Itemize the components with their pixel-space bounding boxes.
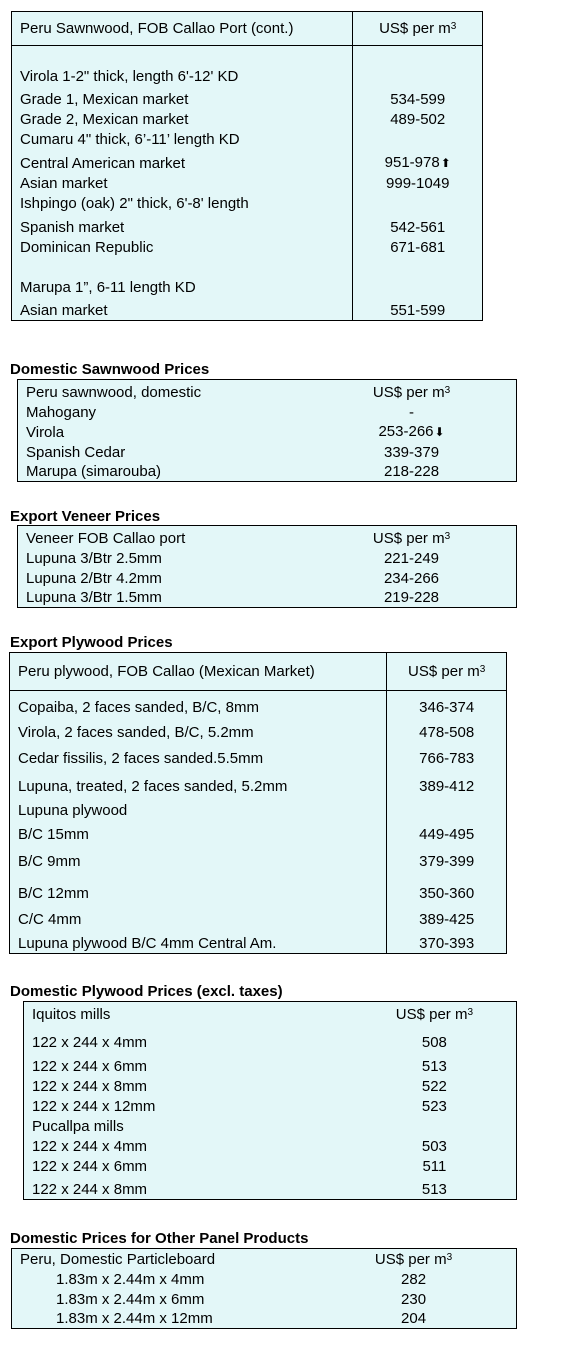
row-product [12,257,353,277]
row-product: Pucallpa mills [32,1117,124,1135]
price-value: 513 [421,1057,447,1075]
price-value: 951-978 [384,153,440,171]
table-row [10,844,507,871]
row-product: 1.83m x 2.44m x 4mm [56,1270,205,1288]
table-row [18,422,517,442]
row-price [353,1076,517,1096]
row-product: 122 x 244 x 8mm [32,1181,148,1198]
row-product: Marupa 1”, 6-11 length KD [12,277,353,297]
row-price [307,548,516,568]
price-value: 551-599 [390,302,446,319]
peru-sawnwood-table [11,11,483,321]
table-row [12,277,483,297]
row-product: Lupuna 3/Btr 1.5mm [26,589,162,606]
header-product: Iquitos mills [32,1005,111,1023]
table-row [18,548,517,568]
price-value: 379-399 [419,852,475,870]
row-product: Spanish Cedar [26,443,126,461]
row-price [353,1156,517,1176]
table-row [10,717,507,742]
row-product: Grade 1, Mexican market [12,86,353,109]
row-price [387,871,507,903]
price-value: 449-495 [419,825,475,843]
domestic-plywood-table [23,1001,517,1200]
row-product [12,46,353,66]
header-product: Peru Sawnwood, FOB Callao Port (cont.) [12,12,353,46]
row-product: Central American market [12,149,353,173]
row-price [353,1116,517,1136]
row-price [353,237,483,257]
table-row [12,193,483,213]
row-price [387,691,507,717]
price-value: 219-228 [383,589,440,606]
price-value: 282 [401,1270,427,1288]
row-product: Cedar fissilis, 2 faces sanded.5.5mm [10,742,387,768]
row-price [387,929,507,954]
row-price [387,903,507,929]
row-price [353,1052,517,1076]
price-value: 671-681 [390,238,446,256]
row-product: Asian market [12,297,353,321]
table-row [10,871,507,903]
table-row [12,213,483,237]
price-value: 253-266 [378,422,434,440]
section-title-export-veneer: Export Veneer Prices [10,508,161,525]
price-value: - [409,403,415,421]
row-price [311,1289,516,1309]
table-row [18,462,517,482]
section-title-domestic-plywood: Domestic Plywood Prices (excl. taxes) [10,983,283,1000]
price-value: 370-393 [419,935,475,952]
section-title-other-panels: Domestic Prices for Other Panel Products [10,1230,309,1247]
row-product: Spanish market [12,213,353,237]
row-product: 122 x 244 x 8mm [32,1077,148,1095]
row-price [353,86,483,109]
price-value: 522 [421,1077,447,1095]
domestic-sawnwood-table [17,379,517,482]
table-row [12,66,483,86]
arrow-up-icon: ⬆ [440,155,451,170]
table-row [12,1309,517,1329]
table-row [10,742,507,768]
row-product: Lupuna 3/Btr 2.5mm [26,549,162,567]
price-value: 513 [421,1181,447,1198]
row-price [307,422,516,442]
price-value: 534-599 [390,90,446,108]
row-price [353,1136,517,1156]
table-row [18,402,517,422]
table-row [10,796,507,820]
row-product: Dominican Republic [12,237,353,257]
header-unit: US$ per $m^3$ [372,383,451,401]
table-row [24,1136,517,1156]
row-product: 1.83m x 2.44m x 6mm [56,1290,205,1308]
header-unit: US$ per $m^3$ [374,1250,453,1268]
row-product: Lupuna plywood [10,796,387,820]
price-value: 489-502 [390,110,446,128]
price-value: 221-249 [383,549,440,567]
row-product: Virola 1-2" thick, length 6'-12' KD [12,66,353,86]
row-product: B/C 12mm [10,871,387,903]
header-product: Peru, Domestic Particleboard [20,1250,216,1268]
price-value: 523 [421,1097,447,1115]
price-value: 389-425 [419,910,475,928]
row-price [353,1024,517,1052]
row-price [353,297,483,321]
price-value: 234-266 [383,569,440,587]
table-row [12,86,483,109]
other-panels-table [11,1248,517,1329]
row-product: Lupuna, treated, 2 faces sanded, 5.2mm [10,768,387,796]
table-row [10,820,507,844]
row-price [353,129,483,149]
row-price [353,66,483,86]
price-value: 503 [421,1137,447,1155]
row-product: 122 x 244 x 12mm [32,1097,156,1115]
row-price [353,173,483,193]
row-product: Marupa (simarouba) [26,463,162,480]
export-plywood-table [9,652,507,954]
table-row [24,1156,517,1176]
row-product: 122 x 244 x 4mm [32,1033,148,1051]
row-price [311,1269,516,1289]
row-price [307,588,516,608]
row-price [387,717,507,742]
table-row [24,1116,517,1136]
price-value: 511 [422,1157,447,1175]
price-value: 766-783 [419,749,475,767]
price-value: 204 [401,1310,427,1327]
row-product: B/C 15mm [10,820,387,844]
table-row [12,109,483,129]
price-value: 999-1049 [386,174,450,192]
table-row [10,929,507,954]
header-product: Peru plywood, FOB Callao (Mexican Market) [10,653,387,691]
table-row [18,588,517,608]
row-price [387,768,507,796]
export-veneer-table [17,525,517,608]
table-row [12,173,483,193]
table-row [24,1076,517,1096]
row-product: Lupuna 2/Btr 4.2mm [26,569,162,587]
price-value: 346-374 [419,698,475,716]
row-product: C/C 4mm [10,903,387,929]
table-row [10,768,507,796]
header-unit: US$ per $m^3$ [372,529,451,547]
row-price [307,442,516,462]
table-row [12,257,483,277]
row-product: Virola, 2 faces sanded, B/C, 5.2mm [10,717,387,742]
table-row [12,149,483,173]
row-price [353,109,483,129]
table-row [18,568,517,588]
price-value: 230 [401,1290,427,1308]
row-product: Copaiba, 2 faces sanded, B/C, 8mm [10,691,387,717]
table-row [10,691,507,717]
table-row [24,1052,517,1076]
row-price [353,46,483,66]
table-row [18,442,517,462]
price-value: 478-508 [419,723,475,741]
row-price [311,1309,516,1329]
row-price [387,796,507,820]
header-unit: US$ per $m^3$ [353,12,483,46]
row-price [307,568,516,588]
row-price [353,257,483,277]
row-product: Mahogany [26,403,97,421]
header-product: Veneer FOB Callao port [26,529,186,547]
row-product: 1.83m x 2.44m x 12mm [56,1310,213,1327]
table-row [12,1289,517,1309]
row-price [387,742,507,768]
row-product: Virola [26,423,65,441]
price-value: 508 [421,1033,447,1051]
row-price [387,844,507,871]
row-price [353,277,483,297]
row-product: 122 x 244 x 4mm [32,1137,148,1155]
table-row [12,1269,517,1289]
section-title-export-plywood: Export Plywood Prices [10,634,173,651]
row-price [387,820,507,844]
header-product: Peru sawnwood, domestic [26,383,202,401]
table-row [24,1096,517,1116]
row-product: Grade 2, Mexican market [12,109,353,129]
price-value: 389-412 [419,777,475,795]
row-price [353,149,483,173]
price-value: 350-360 [419,884,475,902]
row-product: 122 x 244 x 6mm [32,1157,148,1175]
row-price [353,193,483,213]
table-row [10,903,507,929]
row-product: Asian market [12,173,353,193]
table-row [12,237,483,257]
row-price [353,213,483,237]
row-price [307,462,516,482]
row-price [307,402,516,422]
header-unit: US$ per $m^3$ [395,1005,474,1023]
row-price [353,1176,517,1200]
table-row [12,129,483,149]
row-product: 122 x 244 x 6mm [32,1057,148,1075]
row-product: Lupuna plywood B/C 4mm Central Am. [10,929,387,954]
row-product: Ishpingo (oak) 2" thick, 6'-8' length [12,193,353,213]
table-row [24,1176,517,1200]
table-row [24,1024,517,1052]
price-value: 542-561 [390,218,446,236]
row-product: Cumaru 4" thick, 6’-11’ length KD [12,129,353,149]
section-title-domestic-sawnwood: Domestic Sawnwood Prices [10,361,210,378]
price-value: 339-379 [383,443,440,461]
row-product: B/C 9mm [10,844,387,871]
table-row [12,297,483,321]
header-unit: US$ per $m^3$ [387,653,507,691]
price-value: 218-228 [383,463,440,480]
arrow-down-icon: ⬇ [434,424,445,439]
row-price [353,1096,517,1116]
table-row [12,46,483,66]
